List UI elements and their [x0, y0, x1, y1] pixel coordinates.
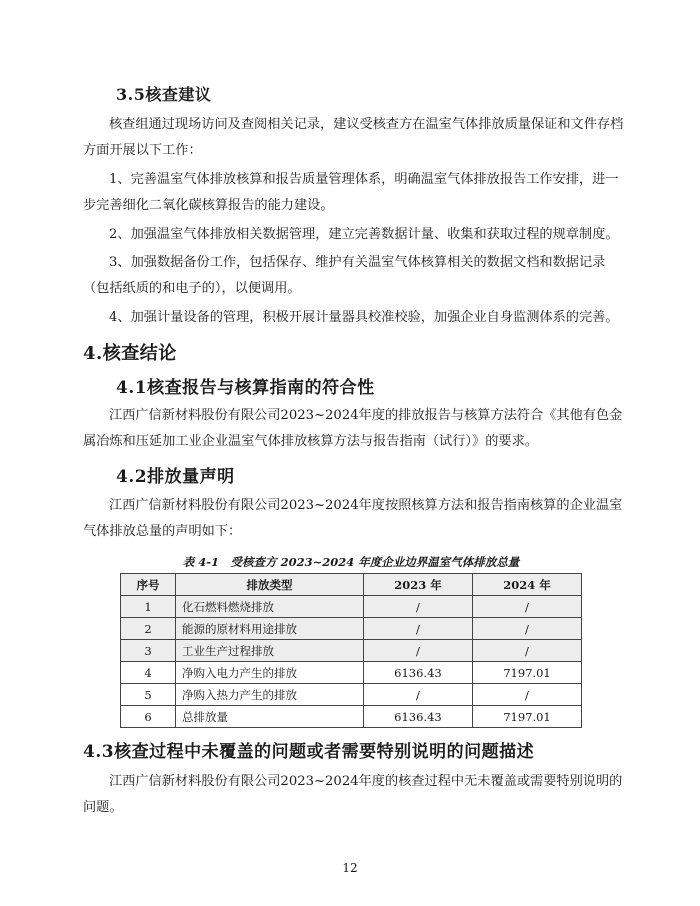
table-row — [121, 618, 582, 640]
section-4-1-text: 江西广信新材料股份有限公司2023~2024年度的排放报告与核算方法符合《其他有色金属冶炼和压延加工业企业温室气体排放核算方法与报告指南（试行）》的要求。 — [83, 408, 623, 449]
cell-index: 2 — [121, 618, 176, 640]
cell-2024: 7197.01 — [472, 706, 581, 728]
cell-index: 3 — [121, 640, 176, 662]
section-4-3-text: 江西广信新材料股份有限公司2023~2024年度的核查过程中无未覆盖或需要特别说明的问题。 — [83, 774, 623, 815]
table-row — [121, 662, 582, 684]
cell-2024: / — [472, 640, 581, 662]
emissions-table — [120, 573, 582, 728]
cell-2023: / — [363, 684, 472, 706]
suggestion-item-4: 4、加强计量设备的管理，积极开展计量器具校准校验，加强企业自身监测体系的完善。 — [109, 310, 619, 325]
suggestion-item-3: 3、加强数据备份工作，包括保存、维护有关温室气体核算相关的数据文档和数据记录（包括纸质的和电子的），以便调用。 — [83, 255, 606, 296]
section-4-3-heading: 4.3核查过程中未覆盖的问题或者需要特别说明的问题描述 — [83, 742, 535, 762]
page-number: 12 — [342, 861, 358, 875]
cell-emission-type: 净购入电力产生的排放 — [176, 662, 364, 684]
cell-2024: / — [472, 684, 581, 706]
header-index: 序号 — [121, 574, 176, 596]
table-row — [121, 596, 582, 618]
cell-index: 5 — [121, 684, 176, 706]
section-4-heading: 4.核查结论 — [83, 343, 177, 364]
cell-2024: 7197.01 — [472, 662, 581, 684]
section-3-5-heading: 3.5核查建议 — [116, 85, 212, 104]
table-row — [121, 706, 582, 728]
cell-2023: / — [363, 618, 472, 640]
table-row — [121, 684, 582, 706]
cell-2023: / — [363, 640, 472, 662]
cell-2024: / — [472, 618, 581, 640]
cell-index: 1 — [121, 596, 176, 618]
cell-2023: 6136.43 — [363, 662, 472, 684]
cell-emission-type: 净购入热力产生的排放 — [176, 684, 364, 706]
cell-index: 6 — [121, 706, 176, 728]
cell-emission-type: 工业生产过程排放 — [176, 640, 364, 662]
cell-emission-type: 总排放量 — [176, 706, 364, 728]
header-2024: 2024 年 — [472, 574, 581, 596]
table-header-row — [121, 574, 582, 596]
section-4-2-heading: 4.2排放量声明 — [116, 467, 235, 487]
cell-index: 4 — [121, 662, 176, 684]
cell-2023: 6136.43 — [363, 706, 472, 728]
header-2023: 2023 年 — [363, 574, 472, 596]
table-caption: 表 4-1 受核查方 2023~2024 年度企业边界温室气体排放总量 — [182, 555, 520, 569]
suggestion-item-2: 2、加强温室气体排放相关数据管理，建立完善数据计量、收集和获取过程的规章制度。 — [109, 227, 619, 242]
section-4-2-text: 江西广信新材料股份有限公司2023~2024年度按照核算方法和报告指南核算的企业温室气体排放总量的声明如下： — [83, 498, 623, 539]
cell-2024: / — [472, 596, 581, 618]
cell-emission-type: 能源的原材料用途排放 — [176, 618, 364, 640]
cell-2023: / — [363, 596, 472, 618]
header-emission-type: 排放类型 — [176, 574, 364, 596]
cell-emission-type: 化石燃料燃烧排放 — [176, 596, 364, 618]
table-row — [121, 640, 582, 662]
section-4-1-heading: 4.1核查报告与核算指南的符合性 — [116, 378, 375, 398]
section-3-5-intro: 核查组通过现场访问及查阅相关记录，建议受核查方在温室气体排放质量保证和文件存档方面开展以下工作： — [83, 117, 624, 158]
suggestion-item-1: 1、完善温室气体排放核算和报告质量管理体系，明确温室气体排放报告工作安排，进一步完善细化二氧化碳核算报告的能力建设。 — [83, 172, 619, 213]
